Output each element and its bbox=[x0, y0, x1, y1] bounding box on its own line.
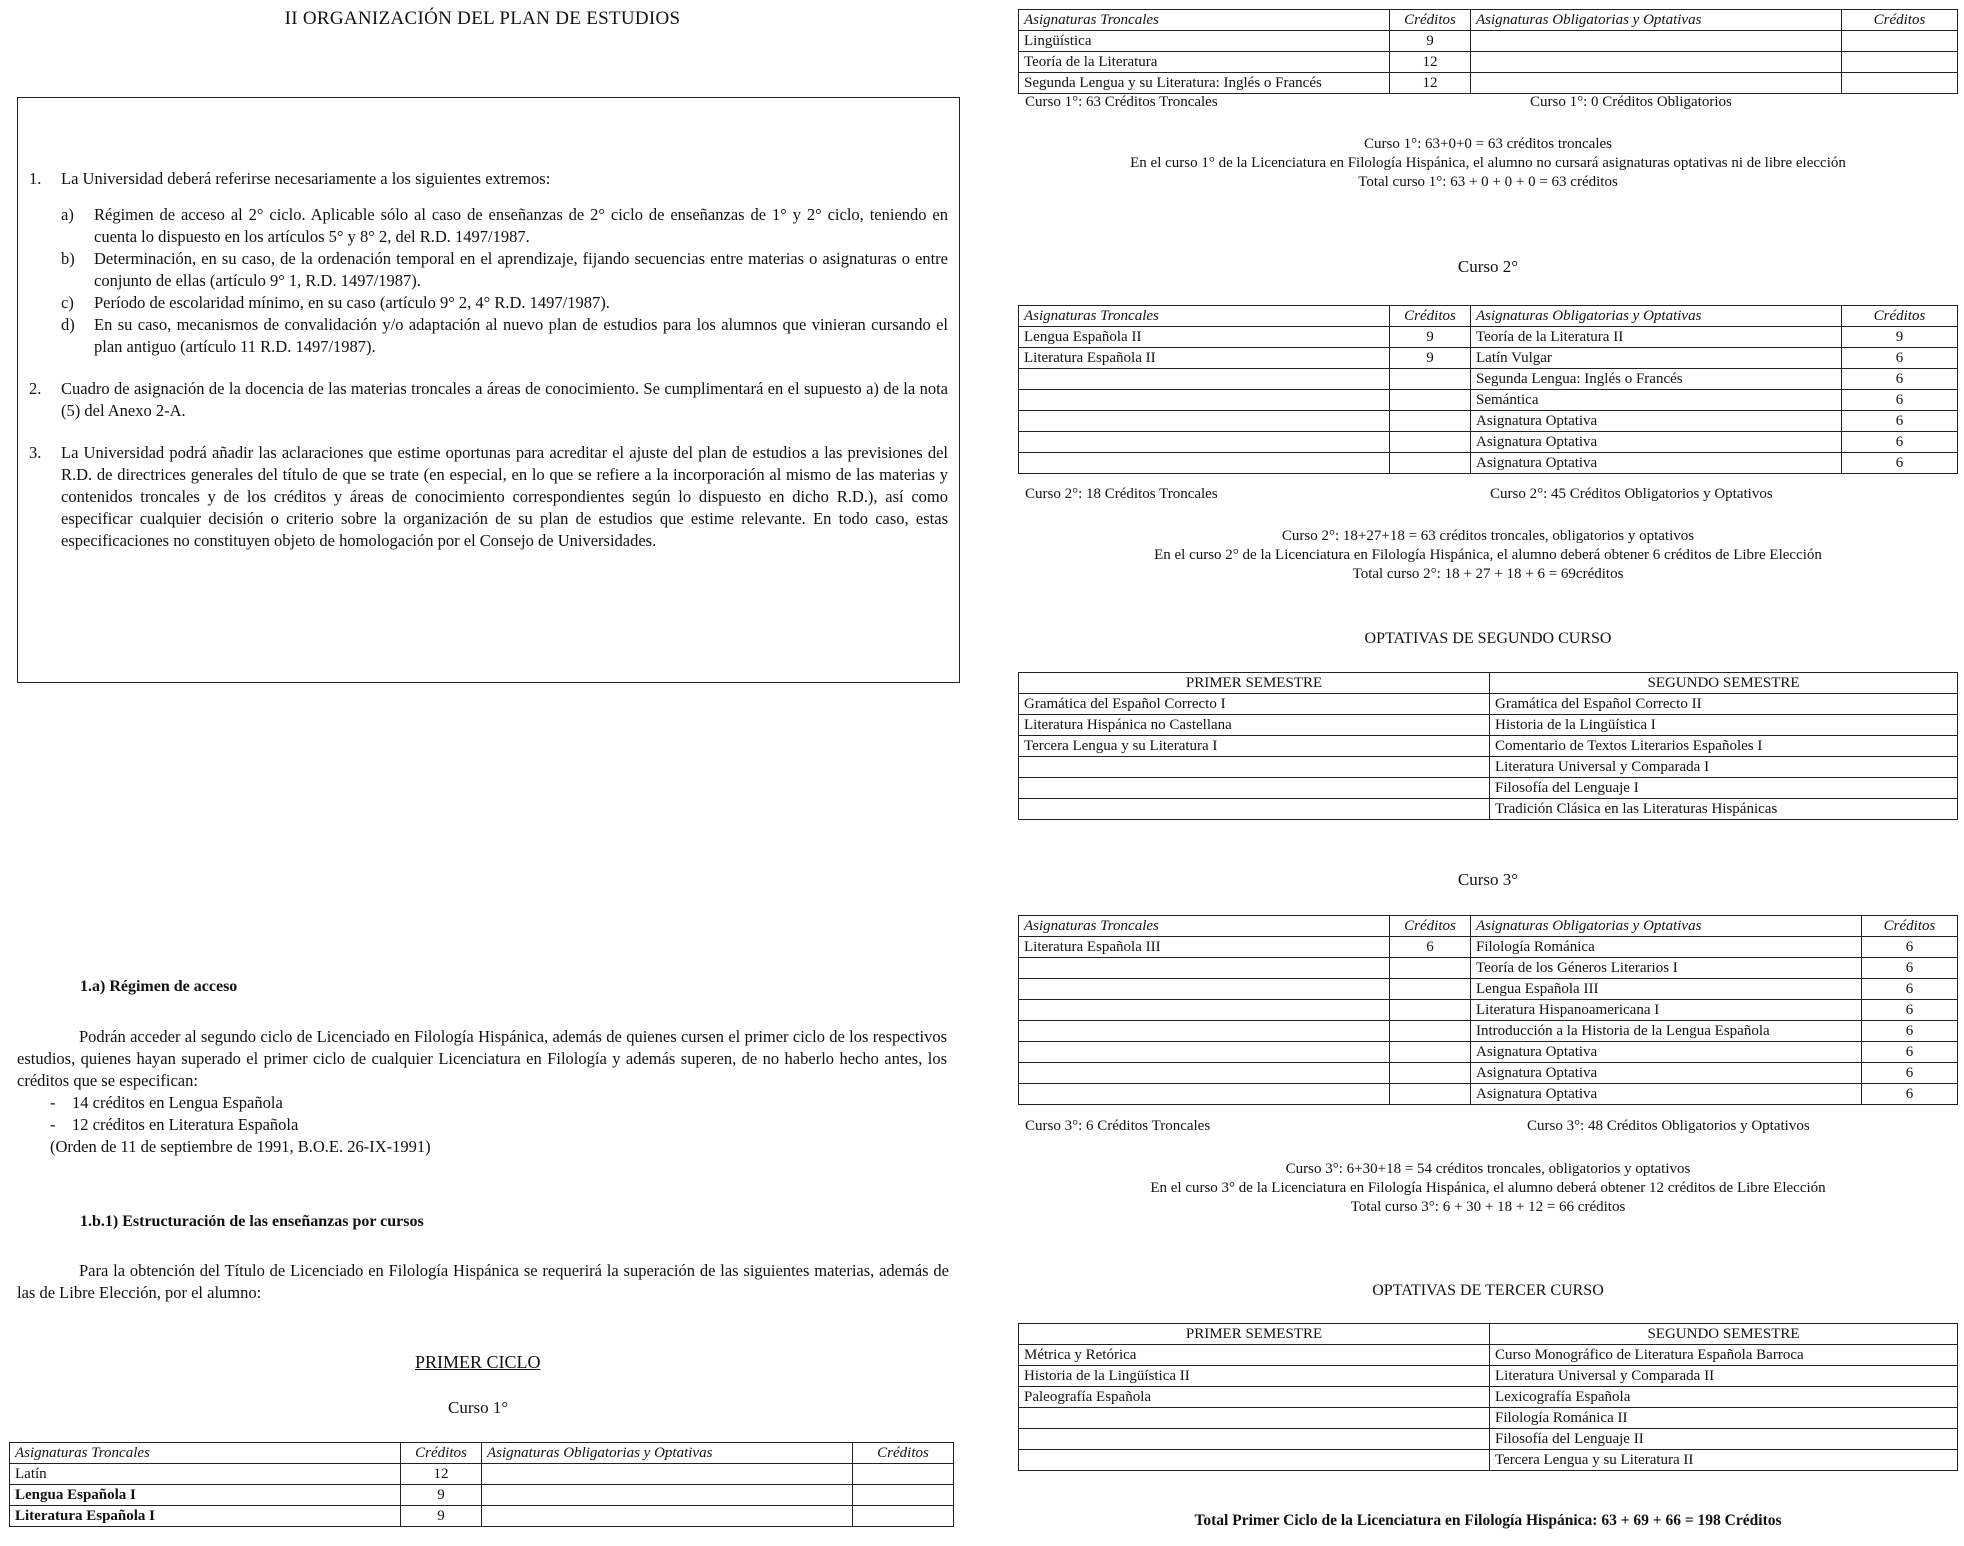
table-row: Asignatura Optativa 6 bbox=[1019, 1084, 1958, 1105]
course-2-title: Curso 2° bbox=[1457, 257, 1519, 276]
course-1-troncales-summary: Curso 1°: 63 Créditos Troncales bbox=[1025, 94, 1218, 110]
table-row: Teoría de los Géneros Literarios I 6 bbox=[1019, 958, 1958, 979]
table-row: Latín 12 bbox=[10, 1464, 954, 1485]
access-text: Podrán acceder al segundo ciclo de Licenciado en Filología Hispánica, además de quienes cursen el primer ciclo de los respectivos estudios, quienes hayan superado el primer ciclo de cualquier Licenciatura en Filología y además superen, de no haberlo hecho antes, los créditos que se especifican: - 14 créditos en Lengua Española - 12 créditos en Literatura Española (Orden de 11 de septiembre de 1991, B.O.E. 26-IX-1991) bbox=[17, 1027, 947, 1156]
table-row: Filosofía del Lenguaje I bbox=[1019, 778, 1958, 799]
table-row: Lingüística 9 bbox=[1019, 31, 1958, 52]
table-row: Asignatura Optativa 6 bbox=[1019, 1042, 1958, 1063]
table-row: Filología Románica II bbox=[1019, 1408, 1958, 1429]
table-row: Tercera Lengua y su Literatura II bbox=[1019, 1450, 1958, 1471]
table-row: Segunda Lengua y su Literatura: Inglés o Francés 12 bbox=[1019, 73, 1958, 94]
table-row: Asignatura Optativa 6 bbox=[1019, 1063, 1958, 1084]
table-row: Filosofía del Lenguaje II bbox=[1019, 1429, 1958, 1450]
optatives-2-title: OPTATIVAS DE SEGUNDO CURSO bbox=[1364, 630, 1612, 647]
note-1: 1. La Universidad deberá referirse necesariamente a los siguientes extremos: a) Régimen de acceso al 2° ciclo. Aplicable sólo al caso de enseñanzas de 2° ciclo de enseñanzas de 1° y 2° ciclo, teniendo en cuenta lo dispuesto en los artículos 5° y 8° 2, del R.D. 1497/1987. b) Determinación, en su caso, de la ordenación temporal en el aprendizaje, fijando secuencias entre materias o asignaturas o entre conjunto de ellas (artículo 9° 1, R.D. 1497/1987). c) Período de escolaridad mínimo, en su caso (artículo 9° 2, 4° R.D. 1497/1987). d) En su caso, mecanismos de convalidación y/o adaptación al nuevo plan de estudios para los alumnos que vinieran cursando el plan antiguo (artículo 11 R.D. 1497/1987). bbox=[29, 169, 948, 356]
table-row: Literatura Universal y Comparada I bbox=[1019, 757, 1958, 778]
course-3-totals: Curso 3°: 6+30+18 = 54 créditos troncales, obligatorios y optativos En el curso 3° de la Licenciatura en Filología Hispánica, el alumno deberá obtener 12 créditos de Libre Elección Total curso 3°: 6 + 30 + 18 + 12 = 66 créditos bbox=[1150, 1161, 1826, 1215]
course-1-obligatorios-summary: Curso 1°: 0 Créditos Obligatorios bbox=[1530, 94, 1732, 110]
optatives-2-table: PRIMER SEMESTRE SEGUNDO SEMESTRE Gramática del Español Correcto I Gramática del Español Correcto II Literatura Hispánica no Castellana Historia de la Lingüística I Tercera Lengua y su Literatura I Comentario de Textos Literarios Españoles I Literatura Universal y Comparada I Filosofía del Lenguaje I Tradición Clásica en las Literaturas Hispánicas bbox=[1018, 672, 1958, 820]
course-2-troncales-summary: Curso 2°: 18 Créditos Troncales bbox=[1025, 486, 1218, 502]
table-row: Gramática del Español Correcto I Gramática del Español Correcto II bbox=[1019, 694, 1958, 715]
course-3-obligatorios-summary: Curso 3°: 48 Créditos Obligatorios y Optativos bbox=[1527, 1118, 1810, 1134]
table-row: Historia de la Lingüística II Literatura Universal y Comparada II bbox=[1019, 1366, 1958, 1387]
table-row: Segunda Lengua: Inglés o Francés 6 bbox=[1019, 369, 1958, 390]
course-1-totals: Curso 1°: 63+0+0 = 63 créditos troncales En el curso 1° de la Licenciatura en Filología Hispánica, el alumno no cursará asignaturas optativas ni de libre elección Total curso 1°: 63 + 0 + 0 + 0 = 63 créditos bbox=[1130, 136, 1846, 190]
access-heading: 1.a) Régimen de acceso bbox=[80, 978, 238, 995]
table-row: Semántica 6 bbox=[1019, 390, 1958, 411]
table-row: Introducción a la Historia de la Lengua Española 6 bbox=[1019, 1021, 1958, 1042]
table-row: Tradición Clásica en las Literaturas Hispánicas bbox=[1019, 799, 1958, 820]
course-3-title: Curso 3° bbox=[1457, 870, 1519, 889]
first-cycle-total: Total Primer Ciclo de la Licenciatura en Filología Hispánica: 63 + 69 + 66 = 198 Créditos bbox=[1194, 1512, 1782, 1529]
table-row: Asignatura Optativa 6 bbox=[1019, 432, 1958, 453]
course-2-totals: Curso 2°: 18+27+18 = 63 créditos troncales, obligatorios y optativos En el curso 2° de la Licenciatura en Filología Hispánica, el alumno deberá obtener 6 créditos de Libre Elección Total curso 2°: 18 + 27 + 18 + 6 = 69créditos bbox=[1154, 528, 1822, 582]
note-3: 3. La Universidad podrá añadir las aclaraciones que estime oportunas para acreditar el ajuste del plan de estudios a las previsiones del R.D. de directrices generales del título de que se trate (en especial, en lo que se refiere a la incorporación al mismo de las materias y contenidos troncales y de los créditos y áreas de conocimiento correspondientes según lo dispuesto en dicho R.D.), así como especificar cualquier decisión o criterio sobre la organización de su plan de estudios que estime relevante. En todo caso, estas especificaciones no constituyen objeto de homologación por el Consejo de Universidades. bbox=[29, 443, 948, 550]
table-row: Métrica y Retórica Curso Monográfico de Literatura Española Barroca bbox=[1019, 1345, 1958, 1366]
table-row: Literatura Española I 9 bbox=[10, 1506, 954, 1527]
page-title: II ORGANIZACIÓN DEL PLAN DE ESTUDIOS bbox=[284, 8, 681, 29]
note-1-item: d) En su caso, mecanismos de convalidación y/o adaptación al nuevo plan de estudios para los alumnos que vinieran cursando el plan antiguo (artículo 11 R.D. 1497/1987). bbox=[61, 315, 948, 356]
table-row: Tercera Lengua y su Literatura I Comentario de Textos Literarios Españoles I bbox=[1019, 736, 1958, 757]
table-row: Lengua Española I 9 bbox=[10, 1485, 954, 1506]
course-2-table: Asignaturas Troncales Créditos Asignaturas Obligatorias y Optativas Créditos Lengua Española II 9 Teoría de la Literatura II 9 Literatura Española II 9 Latín Vulgar 6 Segunda Lengua: Inglés o Francés 6 Semántica 6 Asignatura Optativa 6 Asignatura Optativa 6 Asignatura Optativa 6 bbox=[1018, 305, 1958, 474]
table-row: Paleografía Española Lexicografía Española bbox=[1019, 1387, 1958, 1408]
table-row: Asignatura Optativa 6 bbox=[1019, 411, 1958, 432]
table-row: Asignatura Optativa 6 bbox=[1019, 453, 1958, 474]
course-2-obligatorios-summary: Curso 2°: 45 Créditos Obligatorios y Optativos bbox=[1490, 486, 1773, 502]
table-row: Lengua Española II 9 Teoría de la Literatura II 9 bbox=[1019, 327, 1958, 348]
course-1-table-part-2: Asignaturas Troncales Créditos Asignaturas Obligatorias y Optativas Créditos Lingüística 9 Teoría de la Literatura 12 Segunda Lengua y su Literatura: Inglés o Francés 12 bbox=[1018, 9, 1958, 94]
note-1-item: b) Determinación, en su caso, de la ordenación temporal en el aprendizaje, fijando secuencias entre materias o asignaturas o entre conjunto de ellas (artículo 9° 1, R.D. 1497/1987). bbox=[61, 249, 948, 290]
table-row: Literatura Española II 9 Latín Vulgar 6 bbox=[1019, 348, 1958, 369]
note-1-text: La Universidad deberá referirse necesariamente a los siguientes extremos: bbox=[61, 169, 551, 188]
course-3-table: Asignaturas Troncales Créditos Asignaturas Obligatorias y Optativas Créditos Literatura Española III 6 Filología Románica 6 Teoría de los Géneros Literarios I 6 Lengua Española III 6 Literatura Hispanoamericana I 6 Introducción a la Historia de la Lengua Española 6 Asignatura Optativa 6 Asignatura Optativa 6 Asignatura Optativa 6 bbox=[1018, 915, 1958, 1105]
table-row: Teoría de la Literatura 12 bbox=[1019, 52, 1958, 73]
table-row: Lengua Española III 6 bbox=[1019, 979, 1958, 1000]
structure-heading: 1.b.1) Estructuración de las enseñanzas por cursos bbox=[80, 1213, 424, 1230]
table-row: Literatura Hispánica no Castellana Historia de la Lingüística I bbox=[1019, 715, 1958, 736]
structure-text: Para la obtención del Título de Licenciado en Filología Hispánica se requerirá la superación de las siguientes materias, además de las de Libre Elección, por el alumno: bbox=[17, 1261, 949, 1302]
instructions-box bbox=[17, 97, 960, 683]
table-row: Literatura Española III 6 Filología Románica 6 bbox=[1019, 937, 1958, 958]
optatives-3-table: PRIMER SEMESTRE SEGUNDO SEMESTRE Métrica y Retórica Curso Monográfico de Literatura Española Barroca Historia de la Lingüística II Literatura Universal y Comparada II Paleografía Española Lexicografía Española Filología Románica II Filosofía del Lenguaje II Tercera Lengua y su Literatura II bbox=[1018, 1323, 1958, 1471]
note-1-item: a) Régimen de acceso al 2° ciclo. Aplicable sólo al caso de enseñanzas de 2° ciclo de enseñanzas de 1° y 2° ciclo, teniendo en cuenta lo dispuesto en los artículos 5° y 8° 2, del R.D. 1497/1987. bbox=[61, 205, 948, 246]
optatives-3-title: OPTATIVAS DE TERCER CURSO bbox=[1372, 1282, 1604, 1299]
course-1-table-part-1: Asignaturas Troncales Créditos Asignaturas Obligatorias y Optativas Créditos Latín 12 Lengua Española I 9 Literatura Española I 9 bbox=[9, 1442, 954, 1527]
course-1-title: Curso 1° bbox=[448, 1398, 509, 1417]
table-row: Literatura Hispanoamericana I 6 bbox=[1019, 1000, 1958, 1021]
note-2: 2. Cuadro de asignación de la docencia de las materias troncales a áreas de conocimiento. Se cumplimentará en el supuesto a) de la nota (5) del Anexo 2-A. bbox=[29, 379, 948, 420]
cycle-title: PRIMER CICLO bbox=[415, 1352, 541, 1372]
course-3-troncales-summary: Curso 3°: 6 Créditos Troncales bbox=[1025, 1118, 1211, 1134]
note-1-item: c) Período de escolaridad mínimo, en su caso (artículo 9° 2, 4° R.D. 1497/1987). bbox=[61, 293, 610, 312]
